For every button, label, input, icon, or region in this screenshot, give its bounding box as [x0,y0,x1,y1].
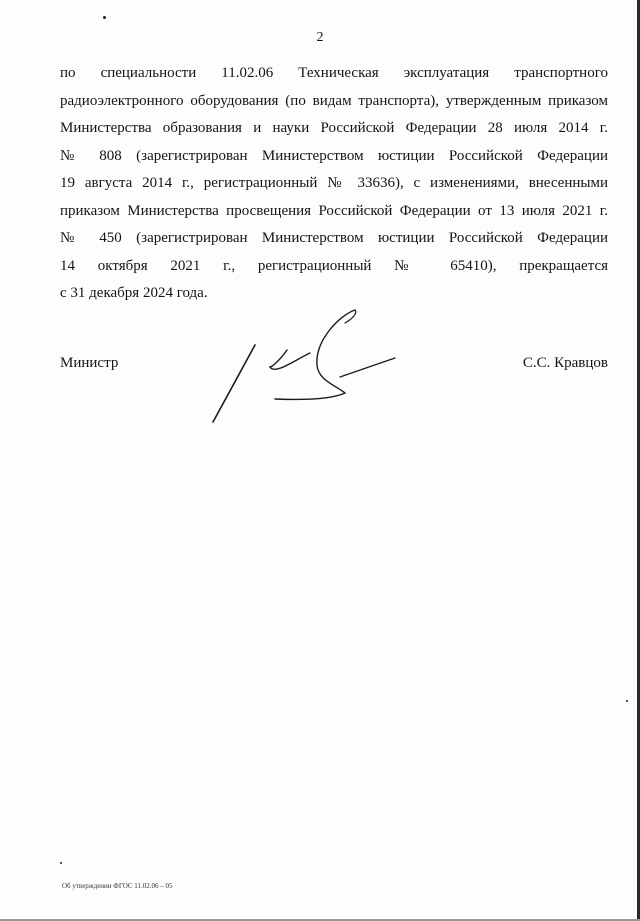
scan-speck [103,16,106,19]
scan-speck [626,700,628,702]
body-line: 19 августа 2014 г., регистрационный № 33636), с изменениями, внесенными [60,175,608,191]
signatory-name: С.С. Кравцов [522,355,608,371]
body-line: приказом Министерства просвещения Российской Федерации от 13 июля 2021 г. [60,202,608,219]
body-line: радиоэлектронного оборудования (по видам транспорта), утвержденным приказом [60,92,608,109]
body-line: 14 октября 2021 г., регистрационный № 65410), прекращается [60,257,608,274]
body-line: Министерства образования и науки Российской Федерации 28 июля 2014 г. [60,120,608,136]
scan-speck [60,862,62,864]
body-line: с 31 декабря 2024 года. [60,285,208,301]
body-line: № 450 (зарегистрирован Министерством юстиции Российской Федерации [60,230,608,246]
page-number: 2 [316,30,324,45]
body-line: по специальности 11.02.06 Техническая эксплуатация транспортного [60,65,608,81]
handwritten-signature [200,305,410,430]
footer-reference: Об утверждении ФГОС 11.02.06 – 05 [62,882,173,890]
body-paragraph [60,60,608,308]
body-line: № 808 (зарегистрирован Министерством юстиции Российской Федерации [60,147,608,164]
signatory-title: Министр [60,355,119,371]
